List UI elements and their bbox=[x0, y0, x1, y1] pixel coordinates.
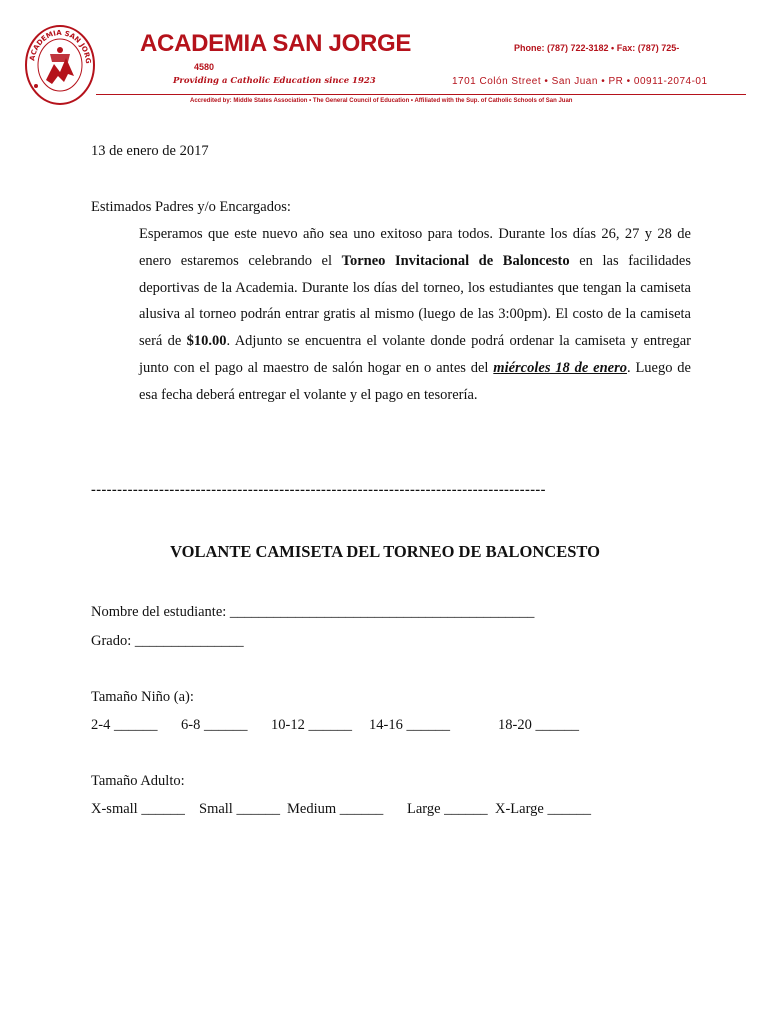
grade-field: Grado: _______________ bbox=[91, 633, 244, 649]
kids-size-option: 14-16 ______ bbox=[369, 717, 450, 733]
adult-size-option: X-Large ______ bbox=[495, 801, 591, 817]
shirt-price: $10.00 bbox=[186, 333, 227, 350]
adult-size-option: Medium ______ bbox=[287, 801, 384, 817]
school-tagline: Providing a Catholic Education since 1923 bbox=[173, 76, 376, 86]
fax-continuation: 4580 bbox=[194, 62, 215, 72]
accreditation-line: Accredited by: Middle States Association • The General Council of Education • Affiliated with the Sup. of Catholic Schools of San Juan bbox=[190, 98, 573, 104]
school-address: 1701 Colón Street • San Juan • PR • 00911-2074-01 bbox=[452, 76, 708, 87]
body-text-start: Esperamos que este nuevo año sea uno exitoso para todos. Durante los días 26, 27 y 28 de enero estaremos celebrando el bbox=[139, 226, 691, 269]
phone-fax: Phone: (787) 722-3182 • Fax: (787) 725- bbox=[514, 43, 680, 53]
kids-size-heading: Tamaño Niño (a): bbox=[91, 689, 194, 705]
header-divider bbox=[96, 94, 746, 95]
adult-size-option: X-small ______ bbox=[91, 801, 185, 817]
tournament-name: Torneo Invitacional de Baloncesto bbox=[341, 252, 570, 269]
cut-line: --------------------------------------------------------------------------------------- bbox=[91, 482, 546, 498]
letter-salutation: Estimados Padres y/o Encargados: bbox=[91, 199, 291, 215]
kids-size-option: 6-8 ______ bbox=[181, 717, 248, 733]
deadline-date: miércoles 18 de enero bbox=[493, 359, 627, 376]
kids-size-option: 2-4 ______ bbox=[91, 717, 158, 733]
kids-size-option: 18-20 ______ bbox=[498, 717, 579, 733]
svg-text:ACADEMIA SAN JORGE: ACADEMIA SAN JORG bbox=[28, 28, 93, 65]
school-name: ACADEMIA SAN JORGE bbox=[140, 30, 412, 57]
school-seal-icon bbox=[24, 24, 96, 106]
body-text-mid: en las facilidades deportivas de la Academia. Durante los días del torneo, los estudiantes que tengan la camiseta alusiva al torneo podrán entrar gratis al mismo (luego de las 3:00pm). El costo de la camiseta será de bbox=[139, 252, 692, 350]
student-name-field: Nombre del estudiante: __________________________________________ bbox=[91, 604, 535, 620]
body-text-end: . Luego de esa fecha deberá entregar el volante y el pago en tesorería. bbox=[139, 359, 691, 403]
adult-size-heading: Tamaño Adulto: bbox=[91, 773, 185, 789]
body-text-mid2: . Adjunto se encuentra el volante donde podrá ordenar la camiseta y entregar junto con el pago al maestro de salón hogar en o antes del bbox=[139, 333, 691, 376]
kids-size-option: 10-12 ______ bbox=[271, 717, 352, 733]
letter-body bbox=[91, 221, 691, 409]
adult-size-option: Small ______ bbox=[199, 801, 280, 817]
adult-size-option: Large ______ bbox=[407, 801, 488, 817]
form-title: VOLANTE CAMISETA DEL TORNEO DE BALONCESTO bbox=[170, 542, 600, 561]
letter-date: 13 de enero de 2017 bbox=[91, 143, 209, 159]
